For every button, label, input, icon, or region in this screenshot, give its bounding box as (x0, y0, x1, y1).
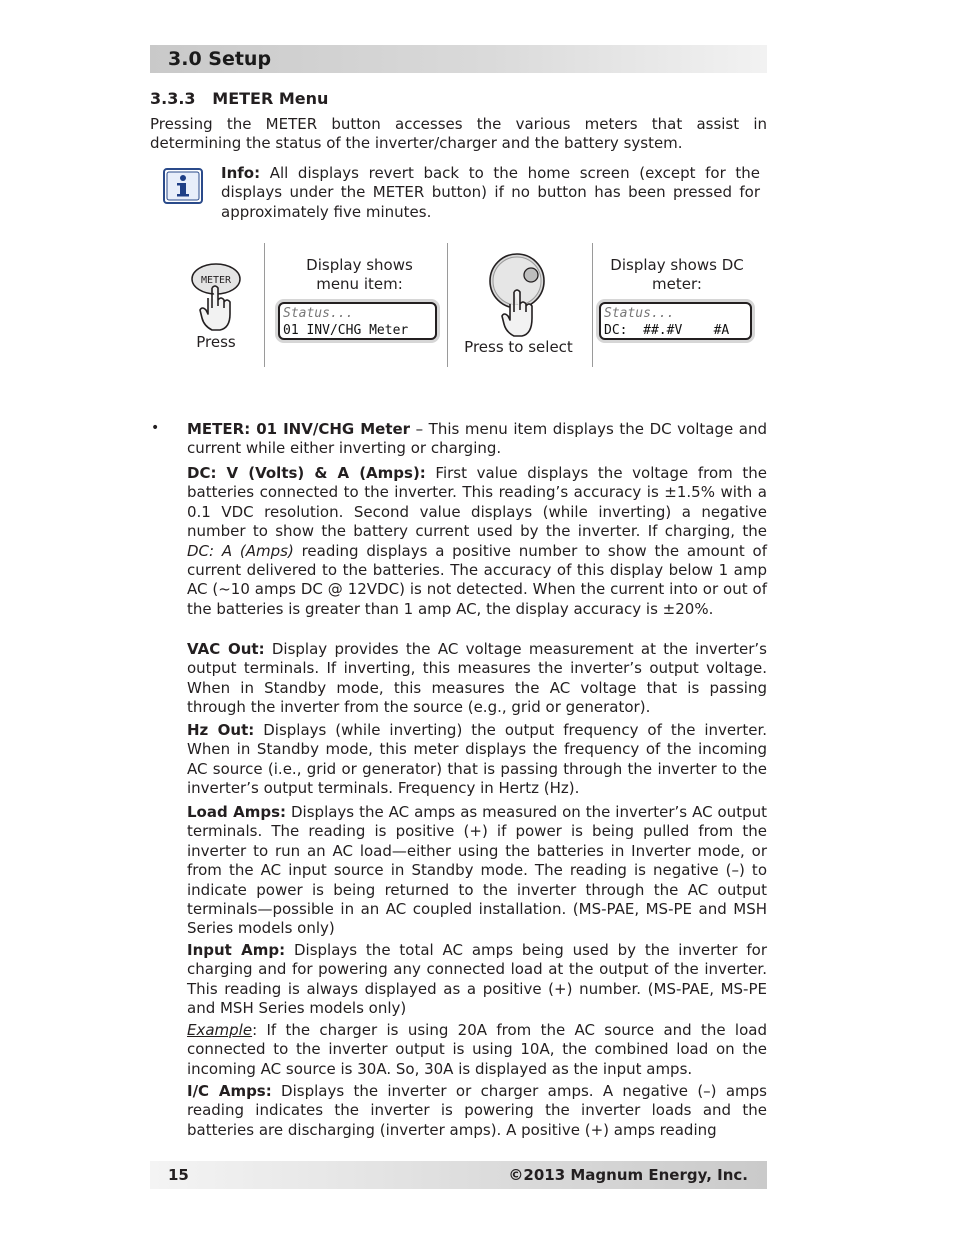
item-vac-out (187, 640, 767, 718)
page-number: 15 (168, 1166, 189, 1184)
info-label: Info: (221, 164, 261, 182)
page-section-title: 3.0 Setup (168, 48, 272, 70)
bullet-meter-inv-chg (187, 420, 767, 459)
dc-text-b: reading displays a positive number to show the amount of current delivered to the batteries. The accuracy of this display below 1 amp AC (~10 amps DC @ 12VDC) is not detected. When the current into or out of the batteries is greater than 1 amp AC, the display accuracy is ±20%. (187, 541, 767, 618)
hz-text: Displays (while inverting) the output frequency of the inverter. When in Standby mode, this meter displays the frequency of the incoming AC source (i.e., grid or generator) that is passing through the inverter to the inverter’s output terminals. Frequency in Hertz (Hz). (187, 721, 768, 798)
bullet-marker: • (151, 420, 160, 436)
lcd2-line1: Status... (604, 306, 675, 321)
load-text: Displays the AC amps as measured on the inverter’s AC output terminals. The reading is positive (+) if power is being pulled from the inverter to run an AC load—either using the batteries in Inverter mode, or from the AC input source in Standby mode. The reading is negative (–) to indicate power is being returned to the inverter through the AC output terminals—possible in an AC coupled installation. (MS-PAE, MS-PE and MSH Series models only) (187, 803, 767, 938)
ic-text: Displays the inverter or charger amps. A negative (–) amps reading indicates the inverter is powering the inverter loads and the batteries are discharging (inverter amps). A positive (+) amps reading (187, 1082, 767, 1139)
lcd1-line1: Status... (283, 306, 354, 321)
dc-label: DC: V (Volts) & A (Amps): (187, 464, 426, 482)
dc-italic: DC: A (Amps) (187, 541, 294, 560)
example-label: Example (187, 1021, 253, 1039)
lcd-display-dc-meter (599, 302, 752, 340)
item-ic-amps (187, 1082, 767, 1140)
intro-paragraph: Pressing the METER button accesses the various meters that assist in determining the status of the inverter/charger and the battery system. (150, 115, 767, 153)
footer-copyright: ©2013 Magnum Energy, Inc. (508, 1166, 748, 1184)
lcd2-line2: DC: ##.#V #A (604, 323, 730, 338)
example-text: : If the charger is using 20A from the AC source and the load connected to the inverter output is using 10A, the combined load on the incoming AC source is 30A. So, 30A is displayed as the input amps. (187, 1021, 767, 1078)
info-note (221, 164, 760, 222)
subsection-number: 3.3.3 (150, 89, 196, 108)
item-load-amps (187, 803, 767, 939)
figure-divider-1 (264, 243, 265, 367)
figure-divider-2 (447, 243, 448, 367)
ic-label: I/C Amps: (187, 1082, 272, 1100)
subsection-title: METER Menu (212, 89, 329, 108)
lcd1-line2: 01 INV/CHG Meter (283, 323, 409, 338)
vac-text: Display provides the AC voltage measurement at the inverter’s output terminals. If inverting, this measures the inverter’s output voltage. When in Standby mode, this measures the AC voltage that is passing through the inverter from the source (e.g., grid or generator). (187, 640, 767, 717)
display1-caption: Display shows menu item: (306, 256, 413, 293)
item-example (187, 1021, 767, 1079)
input-text: Displays the total AC amps being used by the inverter for charging and for powering any connected load at the output of the inverter. This reading is always displayed as a positive (+) number. (MS-PAE, MS-PE and MSH Series models only) (187, 941, 767, 1018)
lcd-display-menu-item (278, 302, 437, 340)
info-text: All displays revert back to the home screen (except for the displays under the METER button) if no button has been pressed for approximately five minutes. (221, 164, 760, 221)
meter-button-label: METER (200, 275, 232, 286)
figure-divider-3 (592, 243, 593, 367)
bullet-title: METER: 01 INV/CHG Meter (187, 420, 411, 438)
vac-label: VAC Out: (187, 640, 265, 658)
load-label: Load Amps: (187, 803, 287, 821)
display2-caption: Display shows DC meter: (610, 256, 744, 293)
info-icon (163, 168, 203, 204)
press-caption: Press (196, 333, 236, 351)
meter-button-press-icon (188, 262, 246, 334)
item-hz-out (187, 721, 767, 799)
subsection-heading (150, 89, 328, 109)
hz-label: Hz Out: (187, 721, 255, 739)
input-label: Input Amp: (187, 941, 286, 959)
select-caption: Press to select (464, 338, 573, 356)
item-input-amp (187, 941, 767, 1019)
dc-text-a: First value displays the voltage from the batteries connected to the inverter. This reading’s accuracy is ±1.5% with a 0.1 VDC resolution. Second value displays (while inverting) a negative number to show the battery current used by the inverter. If charging, the (187, 464, 767, 541)
bullet-text: – This menu item displays the DC voltage and current while either inverting or charging. (187, 420, 767, 458)
select-knob-press-icon (486, 248, 548, 340)
item-dc (187, 464, 767, 619)
